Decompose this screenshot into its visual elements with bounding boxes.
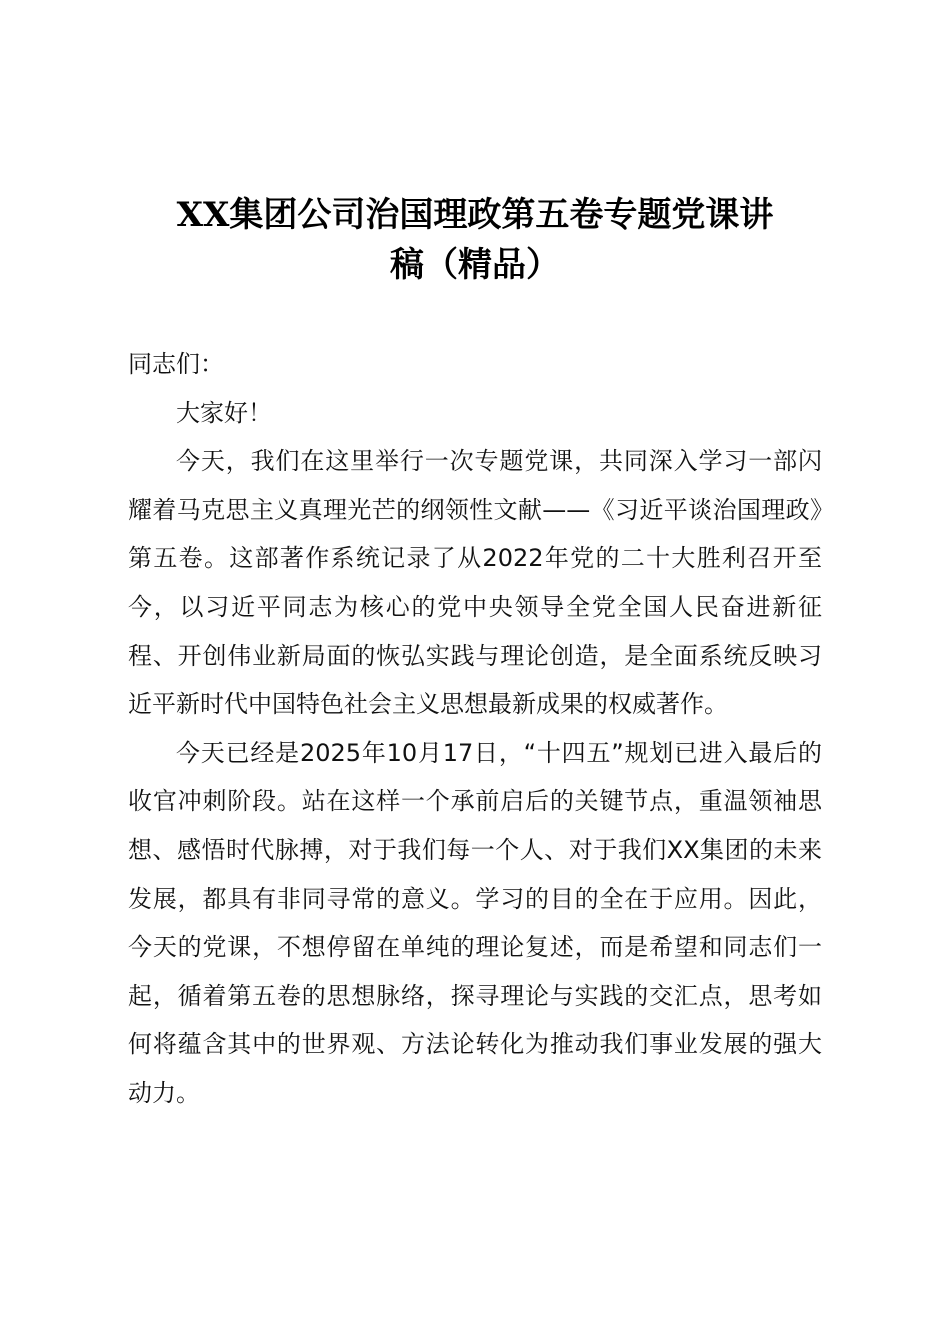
salutation: 同志们：: [128, 350, 224, 378]
document-body: [128, 340, 822, 1118]
title-line-2: 稿（精品）: [390, 245, 560, 285]
title-line-1: XX集团公司治国理政第五卷专题党课讲: [176, 195, 774, 235]
document-title: [128, 190, 822, 290]
paragraph-significance: 今天已经是2025年10月17日，“十四五”规划已进入最后的收官冲刺阶段。站在这样一个承前启后的关键节点，重温领袖思想、感悟时代脉搏，对于我们每一个人、对于我们XX集团的未来发展，都具有非同寻常的意义。学习的目的全在于应用。因此，今天的党课，不想停留在单纯的理论复述，而是希望和同志们一起，循着第五卷的思想脉络，探寻理论与实践的交汇点，思考如何将蕴含其中的世界观、方法论转化为推动我们事业发展的强大动力。: [128, 738, 822, 1107]
paragraph-introduction: 今天，我们在这里举行一次专题党课，共同深入学习一部闪耀着马克思主义真理光芒的纲领性文献——《习近平谈治国理政》第五卷。这部著作系统记录了从2022年党的二十大胜利召开至今，以习近平同志为核心的党中央领导全党全国人民奋进新征程、开创伟业新局面的恢弘实践与理论创造，是全面系统反映习近平新时代中国特色社会主义思想最新成果的权威著作。: [128, 447, 822, 719]
paragraph-greeting: 大家好！: [176, 398, 272, 427]
